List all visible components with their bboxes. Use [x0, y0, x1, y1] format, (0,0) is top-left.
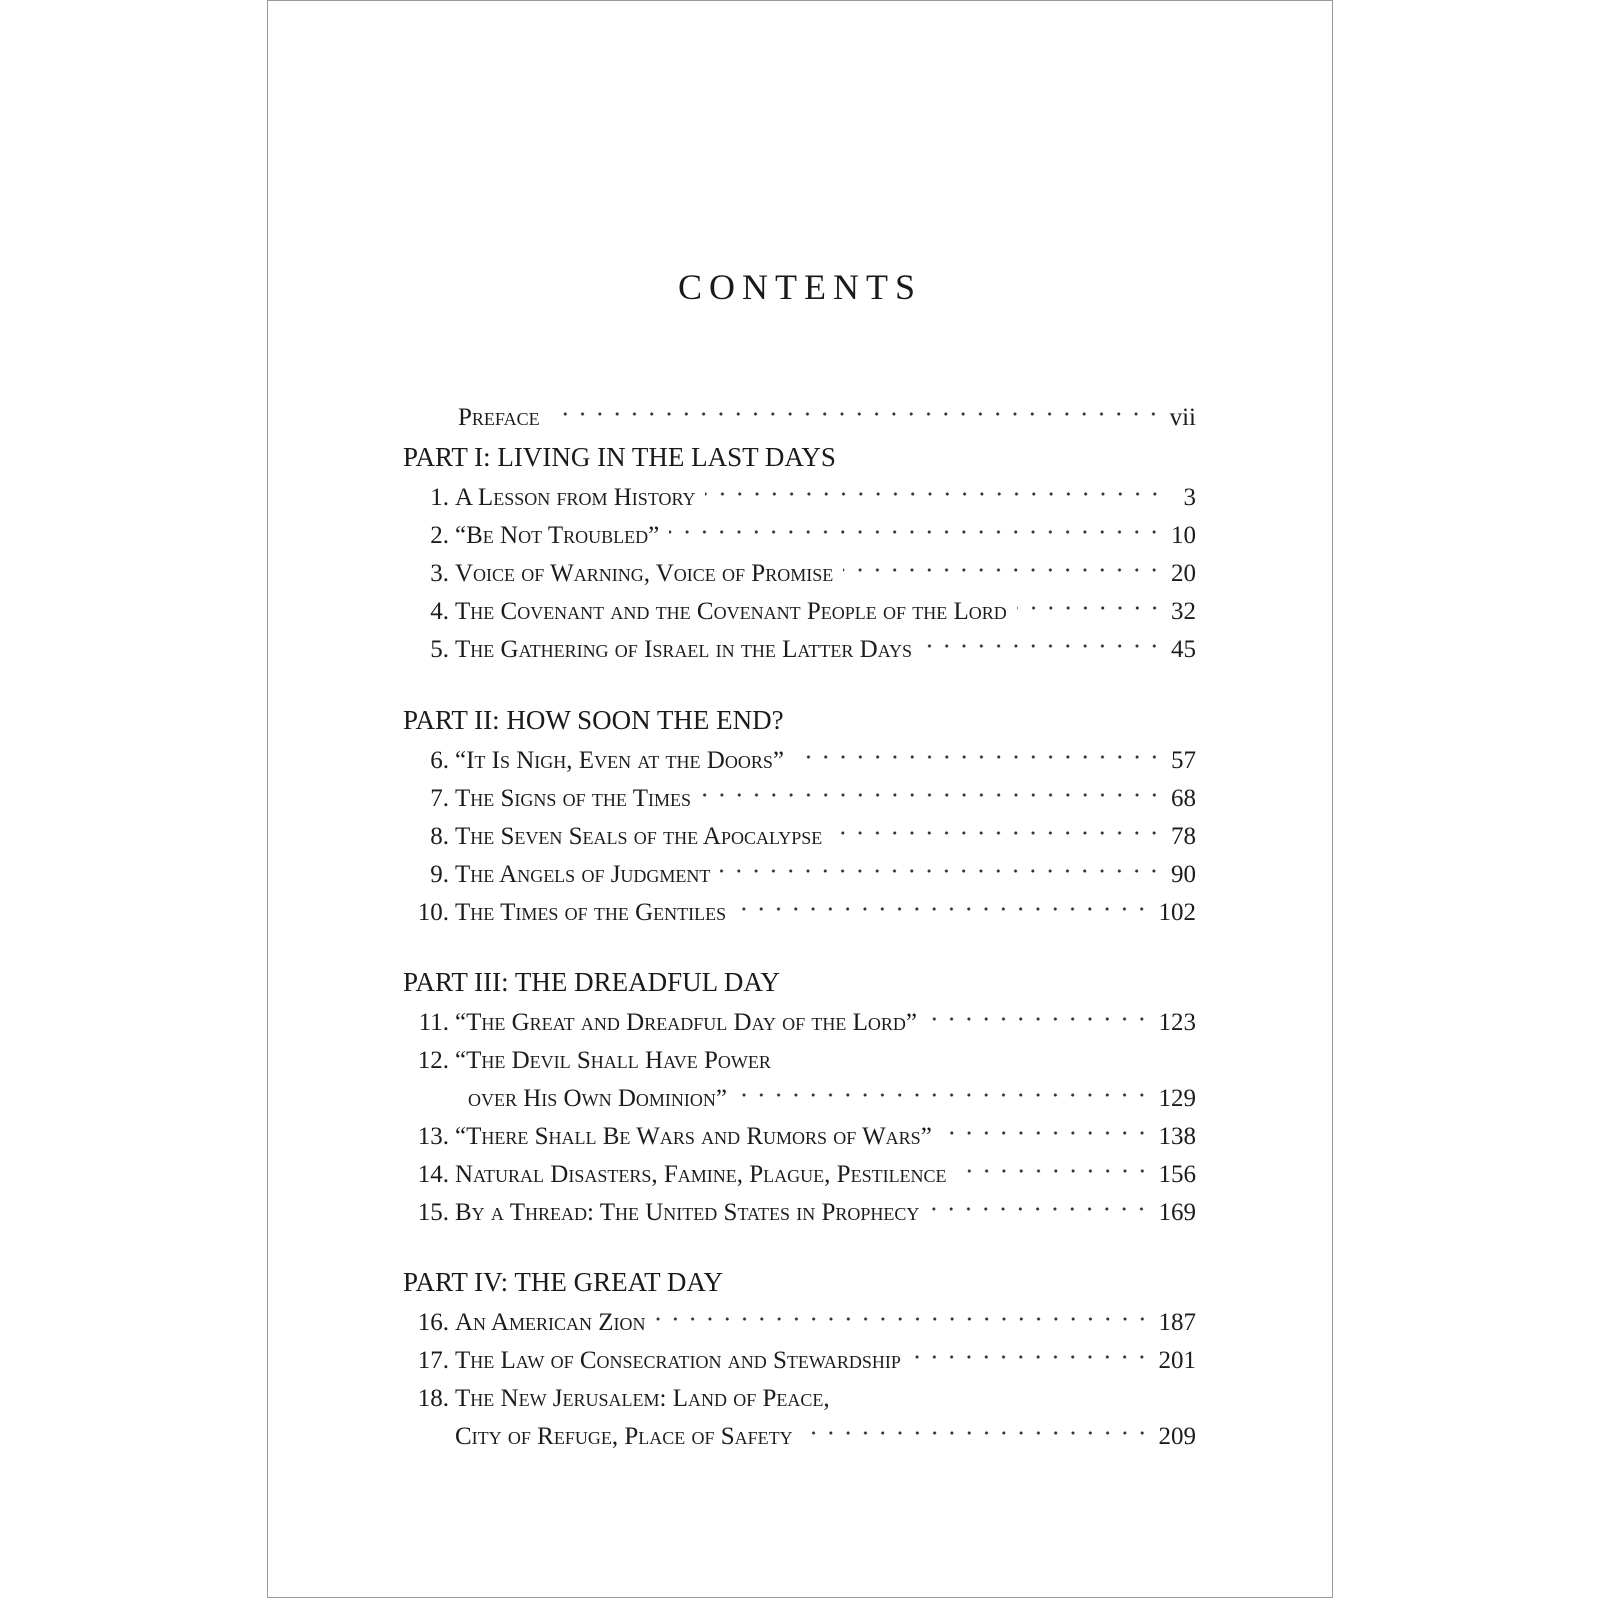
- toc-entry-title-continued: over His Own Dominion”: [468, 1085, 727, 1112]
- toc-entry-title: The Law of Consecration and Stewardship: [455, 1347, 901, 1374]
- chapter-number: 1.: [430, 484, 449, 511]
- toc-entry-title: The Seven Seals of the Apocalypse: [455, 823, 823, 850]
- toc-entry: [423, 784, 1196, 814]
- toc-entry-title: The Angels of Judgment: [455, 861, 711, 888]
- dot-leader: [656, 1308, 1151, 1330]
- toc-entry: [416, 1160, 1196, 1190]
- toc-entry: [423, 860, 1196, 890]
- dot-leader: [911, 1346, 1151, 1368]
- toc-entry: [423, 559, 1196, 589]
- chapter-number: 2.: [430, 522, 449, 549]
- dot-leader: [794, 746, 1163, 768]
- toc-entry-title: The New Jerusalem: Land of Peace,: [455, 1385, 830, 1412]
- toc-page-number: 3: [1183, 484, 1196, 511]
- dot-leader: [720, 860, 1163, 882]
- dot-leader: [669, 521, 1163, 543]
- toc-page-number: 68: [1171, 785, 1196, 812]
- toc-page-number: 209: [1158, 1423, 1196, 1450]
- toc-page-number: 102: [1158, 899, 1196, 926]
- toc-entry: [416, 1308, 1196, 1338]
- toc-entry: [423, 483, 1196, 513]
- toc-page-number: 90: [1171, 861, 1196, 888]
- toc-entry-title: The Signs of the Times: [455, 785, 691, 812]
- toc-entry-title: An American Zion: [455, 1309, 646, 1336]
- toc-page-number: 156: [1158, 1161, 1196, 1188]
- book-page: [267, 0, 1333, 1598]
- toc-entry-title: A Lesson from History: [455, 484, 696, 511]
- toc-page-number: 201: [1158, 1347, 1196, 1374]
- toc-page-number: 20: [1171, 560, 1196, 587]
- chapter-number: 6.: [430, 747, 449, 774]
- part-heading: PART I: LIVING IN THE LAST DAYS: [403, 442, 836, 472]
- dot-leader: [843, 559, 1163, 581]
- dot-leader: [942, 1122, 1151, 1144]
- toc-page-number: 32: [1171, 598, 1196, 625]
- toc-entry-title: “The Devil Shall Have Power: [455, 1047, 771, 1074]
- chapter-number: 16.: [417, 1309, 449, 1336]
- toc-entry-title: By a Thread: The United States in Prophecy: [455, 1199, 920, 1226]
- table-of-contents: [268, 1, 1332, 1597]
- dot-leader: [832, 822, 1163, 844]
- chapter-number: 15.: [417, 1199, 449, 1226]
- toc-entry-title: Natural Disasters, Famine, Plague, Pestilence: [455, 1161, 947, 1188]
- toc-page-number: 138: [1158, 1123, 1196, 1150]
- dot-leader: [550, 403, 1162, 425]
- dot-leader: [705, 483, 1164, 505]
- toc-page-number: 123: [1158, 1009, 1196, 1036]
- toc-entry-title-continued: City of Refuge, Place of Safety: [455, 1423, 793, 1450]
- chapter-number: 8.: [430, 823, 449, 850]
- toc-page-number: 129: [1158, 1085, 1196, 1112]
- dot-leader: [701, 784, 1163, 806]
- toc-page-number: 169: [1158, 1199, 1196, 1226]
- toc-entry: [423, 746, 1196, 776]
- toc-entry-title: The Covenant and the Covenant People of the Lord: [455, 598, 1007, 625]
- toc-entry: [416, 1122, 1196, 1152]
- chapter-number: 7.: [430, 785, 449, 812]
- toc-entry: [423, 822, 1196, 852]
- chapter-number: 18.: [417, 1385, 449, 1412]
- toc-entry: [423, 597, 1196, 627]
- dot-leader: [1017, 597, 1163, 619]
- chapter-number: 9.: [430, 861, 449, 888]
- toc-entry: [423, 635, 1196, 665]
- toc-page-number: vii: [1169, 404, 1196, 431]
- toc-page-number: 10: [1171, 522, 1196, 549]
- toc-entry-line2: [455, 1422, 1196, 1452]
- dot-leader: [736, 898, 1150, 920]
- dot-leader: [737, 1084, 1151, 1106]
- chapter-number: 5.: [430, 636, 449, 663]
- toc-page-number: 187: [1158, 1309, 1196, 1336]
- chapter-number: 14.: [417, 1161, 449, 1188]
- chapter-number: 11.: [418, 1009, 449, 1036]
- toc-page-number: 57: [1171, 747, 1196, 774]
- toc-entry-title: “Be Not Troubled”: [455, 522, 660, 549]
- part-heading: PART II: HOW SOON THE END?: [403, 705, 784, 735]
- toc-entry-title: The Times of the Gentiles: [455, 899, 727, 926]
- toc-entry-title: Preface: [458, 404, 540, 431]
- toc-entry-line1: [416, 1046, 771, 1076]
- toc-entry-title: The Gathering of Israel in the Latter Days: [455, 636, 913, 663]
- toc-entry-title: “There Shall Be Wars and Rumors of Wars”: [455, 1123, 932, 1150]
- chapter-number: 12.: [417, 1047, 449, 1074]
- page-title: CONTENTS: [678, 267, 922, 307]
- toc-entry: [416, 1008, 1196, 1038]
- toc-entry: [416, 898, 1196, 928]
- chapter-number: 13.: [417, 1123, 449, 1150]
- toc-entry: [423, 521, 1196, 551]
- toc-entry: [416, 1198, 1196, 1228]
- toc-entry-title: Voice of Warning, Voice of Promise: [455, 560, 834, 587]
- chapter-number: 10.: [417, 899, 449, 926]
- toc-entry: [416, 1346, 1196, 1376]
- toc-entry-preface: [458, 403, 1196, 433]
- toc-entry-line1: [416, 1384, 830, 1414]
- part-heading: PART III: THE DREADFUL DAY: [403, 967, 780, 997]
- part-heading: PART IV: THE GREAT DAY: [403, 1267, 723, 1297]
- dot-leader: [929, 1198, 1150, 1220]
- chapter-number: 17.: [417, 1347, 449, 1374]
- toc-entry-title: “It Is Nigh, Even at the Doors”: [455, 747, 784, 774]
- toc-page-number: 78: [1171, 823, 1196, 850]
- dot-leader: [803, 1422, 1151, 1444]
- dot-leader: [927, 1008, 1151, 1030]
- chapter-number: 3.: [430, 560, 449, 587]
- dot-leader: [957, 1160, 1151, 1182]
- dot-leader: [922, 635, 1163, 657]
- toc-entry-title: “The Great and Dreadful Day of the Lord”: [455, 1009, 917, 1036]
- toc-page-number: 45: [1171, 636, 1196, 663]
- chapter-number: 4.: [430, 598, 449, 625]
- toc-entry-line2: [468, 1084, 1196, 1114]
